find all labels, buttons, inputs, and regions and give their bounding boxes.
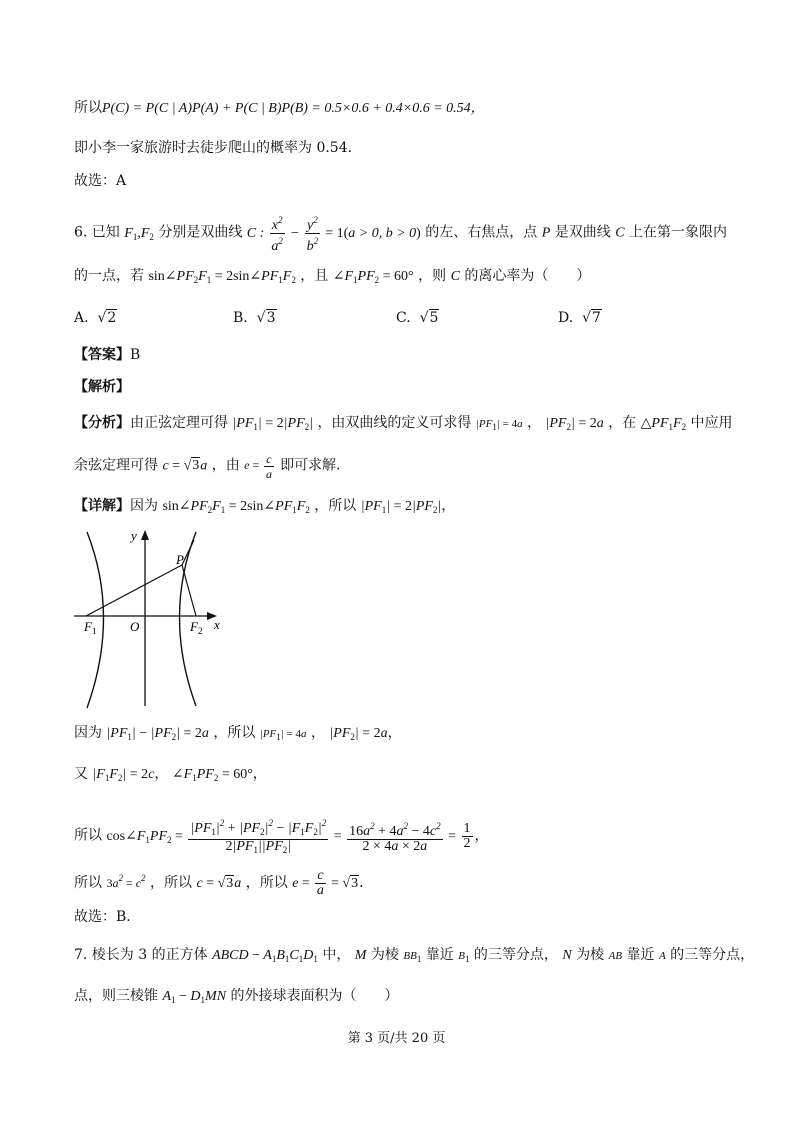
label-f1-main: F — [84, 619, 92, 634]
answer-tag: 【答案】 — [74, 347, 130, 363]
line-f1-p — [86, 565, 182, 616]
text: 余弦定理可得 — [74, 457, 158, 474]
math-c: C — [615, 225, 625, 241]
text: 由正弦定理可得 — [130, 415, 228, 431]
math-hyperbola: C : $\frac{x^2}{a^2}$ − $\frac{y^2}{b^2}$ = 1(a > 0, b > 0) — [246, 215, 421, 254]
math-n: N — [562, 948, 572, 963]
text: 靠近 — [626, 947, 655, 963]
text: 所以 — [74, 875, 102, 891]
math-triangle: $\triangle PF_1F_2$ — [640, 416, 687, 432]
math-cosine-law: $\cos\angle F_1PF_2$ = $\frac{|PF_1|^2 + |PF_2|^2 - |F_1F_2|^2}{2|PF_1||PF_2|}$ = $\frac{16a^2 + 4a^2 - 4c^2}{2 \times 4a \times 2a}$ = $\frac{1}{2}$ ， — [106, 818, 489, 855]
text: ，所以 — [314, 498, 357, 514]
text: 的一点，若 — [74, 268, 144, 284]
answer-line — [74, 345, 140, 365]
question-6-line-2 — [74, 266, 590, 290]
text: 即可求解. — [280, 457, 341, 474]
text: 点，则三棱锥 — [74, 988, 158, 1004]
label-p: P — [176, 552, 184, 567]
text: 的左、右焦点，点 — [425, 224, 538, 241]
text: 又 — [74, 766, 88, 782]
option-label: B. — [233, 310, 248, 326]
option-value: 5 — [429, 310, 439, 326]
derivation-line-2 — [74, 764, 267, 788]
text: ，在 — [608, 415, 637, 431]
text: 6. 已知 — [74, 224, 120, 241]
option-value: 7 — [592, 310, 601, 326]
math-c: C — [450, 269, 460, 284]
fenxi-tag: 【分析】 — [74, 415, 130, 431]
analysis-line-2 — [74, 452, 341, 481]
question-7-line-2 — [74, 986, 399, 1010]
math-ab: AB — [608, 950, 623, 962]
option-value: 3 — [266, 310, 276, 326]
math-p: P — [541, 225, 551, 241]
math-pf2-2a: $|PF_2| = 2a$ — [545, 416, 604, 432]
text: 7. 棱长为 3 的正方体 — [74, 947, 208, 963]
hyperbola-figure — [70, 528, 235, 710]
text: 中， — [322, 947, 351, 963]
answer-b-line: 故选：B． — [74, 909, 141, 925]
text: ，由 — [211, 457, 240, 474]
text: 所以 — [74, 827, 102, 844]
probability-formula: P(C) = P(C | A)P(A) + P(C | B)P(B) = 0.5×0.6 + 0.4×0.6 = 0.54， — [102, 101, 485, 116]
xiangjie-tag: 【详解】 — [74, 498, 130, 514]
label-y: y — [131, 528, 137, 543]
option-a: A. √2 — [74, 310, 117, 326]
label-f2 — [189, 619, 202, 636]
derivation-line-3 — [74, 816, 489, 857]
label-o: O — [130, 619, 140, 634]
math-definition: $|PF_1| - |PF_2| = 2a$ — [106, 726, 209, 742]
text: 上在第一象限内 — [629, 224, 727, 241]
line-probability-formula — [74, 98, 485, 119]
text: 因为 — [74, 725, 102, 741]
math-sine-condition: $\sin\angle PF_2F_1$ = $2\sin\angle PF_1F_2$ — [162, 499, 310, 515]
option-label: A. — [74, 310, 89, 326]
math-bb1: $BB_1$ — [403, 950, 422, 964]
detail-line-1 — [74, 496, 455, 520]
page-footer: 第 3 页/共 20 页 — [347, 1031, 446, 1046]
option-label: D. — [558, 310, 574, 326]
text: 为棱 — [576, 947, 605, 963]
line-probability-conclusion: 即小李一家旅游时去徒步爬山的概率为 0.54． — [74, 140, 362, 156]
math-pf1-4a: $|PF_1| = 4a$ — [259, 728, 307, 742]
text: ，且 — [300, 268, 329, 284]
text: 分别是双曲线 — [158, 224, 243, 241]
text: 的三等分点， — [670, 947, 755, 963]
analysis-line-1: 【分析】由正弦定理可得 $|PF_1| = 2|PF_2|$ ，由双曲线的定义可求得 $|PF_1| = 4a$ ， $|PF_2| = 2a$ ，在 $\triangle PF_1F_2$ 中应用 — [74, 415, 733, 432]
label-x: x — [214, 617, 220, 632]
text: 靠近 — [425, 947, 454, 963]
question-6-line-1 — [74, 213, 727, 254]
text: 是双曲线 — [554, 224, 611, 241]
text: 的三等分点， — [473, 947, 558, 963]
analysis-tag: 【解析】 — [74, 379, 130, 395]
math-pf2-2a: $|PF_2| = 2a$， — [329, 726, 402, 742]
text: ，由双曲线的定义可求得 — [317, 415, 472, 431]
option-b: B. √3 — [233, 310, 276, 326]
math-abs-relation: $|PF_1| = 2|PF_2|$ — [232, 416, 313, 432]
math-e-result: e = $\frac{c}{a}$ = √3． — [292, 868, 374, 899]
option-c: C. √5 — [396, 310, 439, 326]
label-f1-sub: 1 — [91, 626, 97, 636]
derivation-line-4 — [74, 868, 373, 898]
derivation-line-1: 因为 $|PF_1| - |PF_2| = 2a$ ，所以 $|PF_1| = 4a$ ， $|PF_2| = 2a$， — [74, 725, 402, 742]
math-pyramid: $A_1 - D_1MN$ — [162, 989, 227, 1005]
math-angle: $\angle F_1PF_2 = 60^\circ$ — [332, 269, 414, 285]
answer-value: B — [130, 347, 141, 363]
text: ，所以 — [213, 725, 256, 741]
math-3a2-c2: $3a^2 = c^2$ — [106, 873, 146, 890]
text: ，所以 — [245, 875, 288, 891]
option-value: 2 — [107, 310, 117, 326]
line-p-f2 — [182, 565, 196, 616]
text: ，则 — [418, 268, 447, 284]
label-f1 — [83, 619, 96, 636]
math-f1f2: $F_1,F_2$ — [124, 225, 154, 242]
math-a: A — [658, 950, 666, 962]
math-sine-condition: $\sin\angle PF_2F_1$ = $2\sin\angle PF_1F_2$ — [148, 269, 296, 285]
math-pf1-4a: $|PF_1| = 4a$ — [475, 418, 523, 432]
math-cube: ABCD − $A_1B_1C_1D_1$ — [212, 948, 318, 964]
text: 中应用 — [690, 415, 733, 431]
line-answer-a: 故选：A — [74, 173, 127, 189]
label-f2-sub: 2 — [197, 626, 203, 636]
text: 因为 — [130, 498, 158, 514]
math-m: M — [354, 948, 367, 963]
text: 的离心率为（ ） — [464, 268, 591, 284]
option-d: D. √7 — [558, 310, 601, 326]
math-f1f2-2c: $|F_1F_2| = 2c$， $\angle F_1PF_2 = 60^\circ$， — [92, 767, 267, 783]
text: ，所以 — [150, 875, 193, 891]
math-c-sqrt3a: c = √3a — [196, 876, 242, 891]
option-label: C. — [396, 310, 411, 326]
text: 为棱 — [370, 947, 399, 963]
math-abs-relation: $|PF_1| = 2|PF_2|$， — [360, 499, 456, 515]
math-c-sqrt3a: c = √3a — [162, 458, 208, 474]
question-7-line-1 — [74, 945, 754, 969]
text: 所以 — [74, 100, 102, 116]
label-f2-main: F — [190, 619, 198, 634]
math-b1: $B_1$ — [458, 950, 470, 964]
text: 的外接球表面积为（ ） — [230, 988, 399, 1004]
math-e-ca: e = $\frac{c}{a}$ — [244, 452, 272, 481]
y-axis-arrow — [141, 530, 149, 540]
